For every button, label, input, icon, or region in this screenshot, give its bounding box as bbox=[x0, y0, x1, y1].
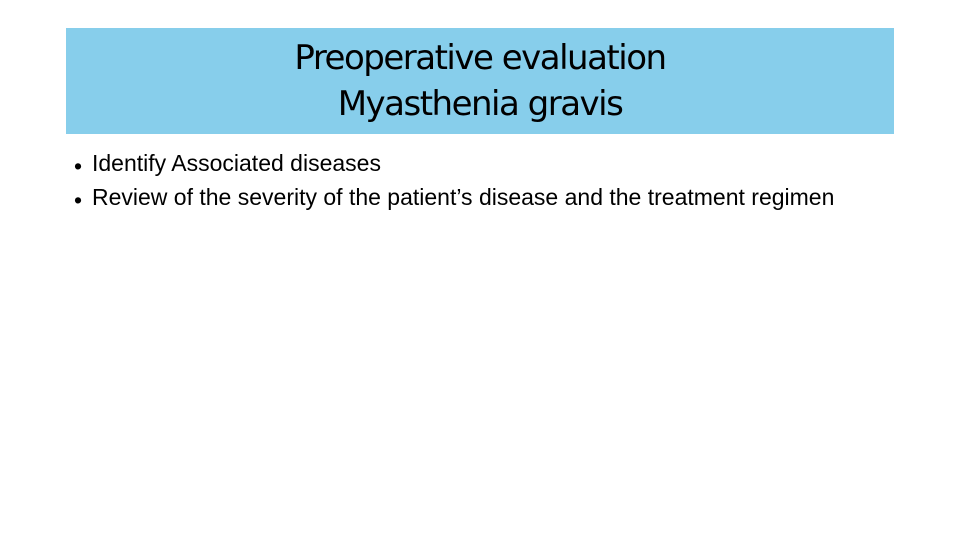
bullet-text: Identify Associated diseases bbox=[92, 150, 381, 176]
bullet-text: Review of the severity of the patient’s disease and the treatment regimen bbox=[92, 184, 835, 210]
bullet-item bbox=[74, 181, 894, 213]
bullet-marker: • bbox=[74, 187, 83, 213]
bullet-marker: • bbox=[74, 153, 83, 179]
title-line-2: Myasthenia gravis bbox=[337, 84, 623, 124]
title-box bbox=[66, 28, 894, 134]
title-line-1: Preoperative evaluation bbox=[294, 38, 666, 78]
bullet-list bbox=[74, 147, 894, 213]
bullet-item bbox=[74, 147, 894, 179]
